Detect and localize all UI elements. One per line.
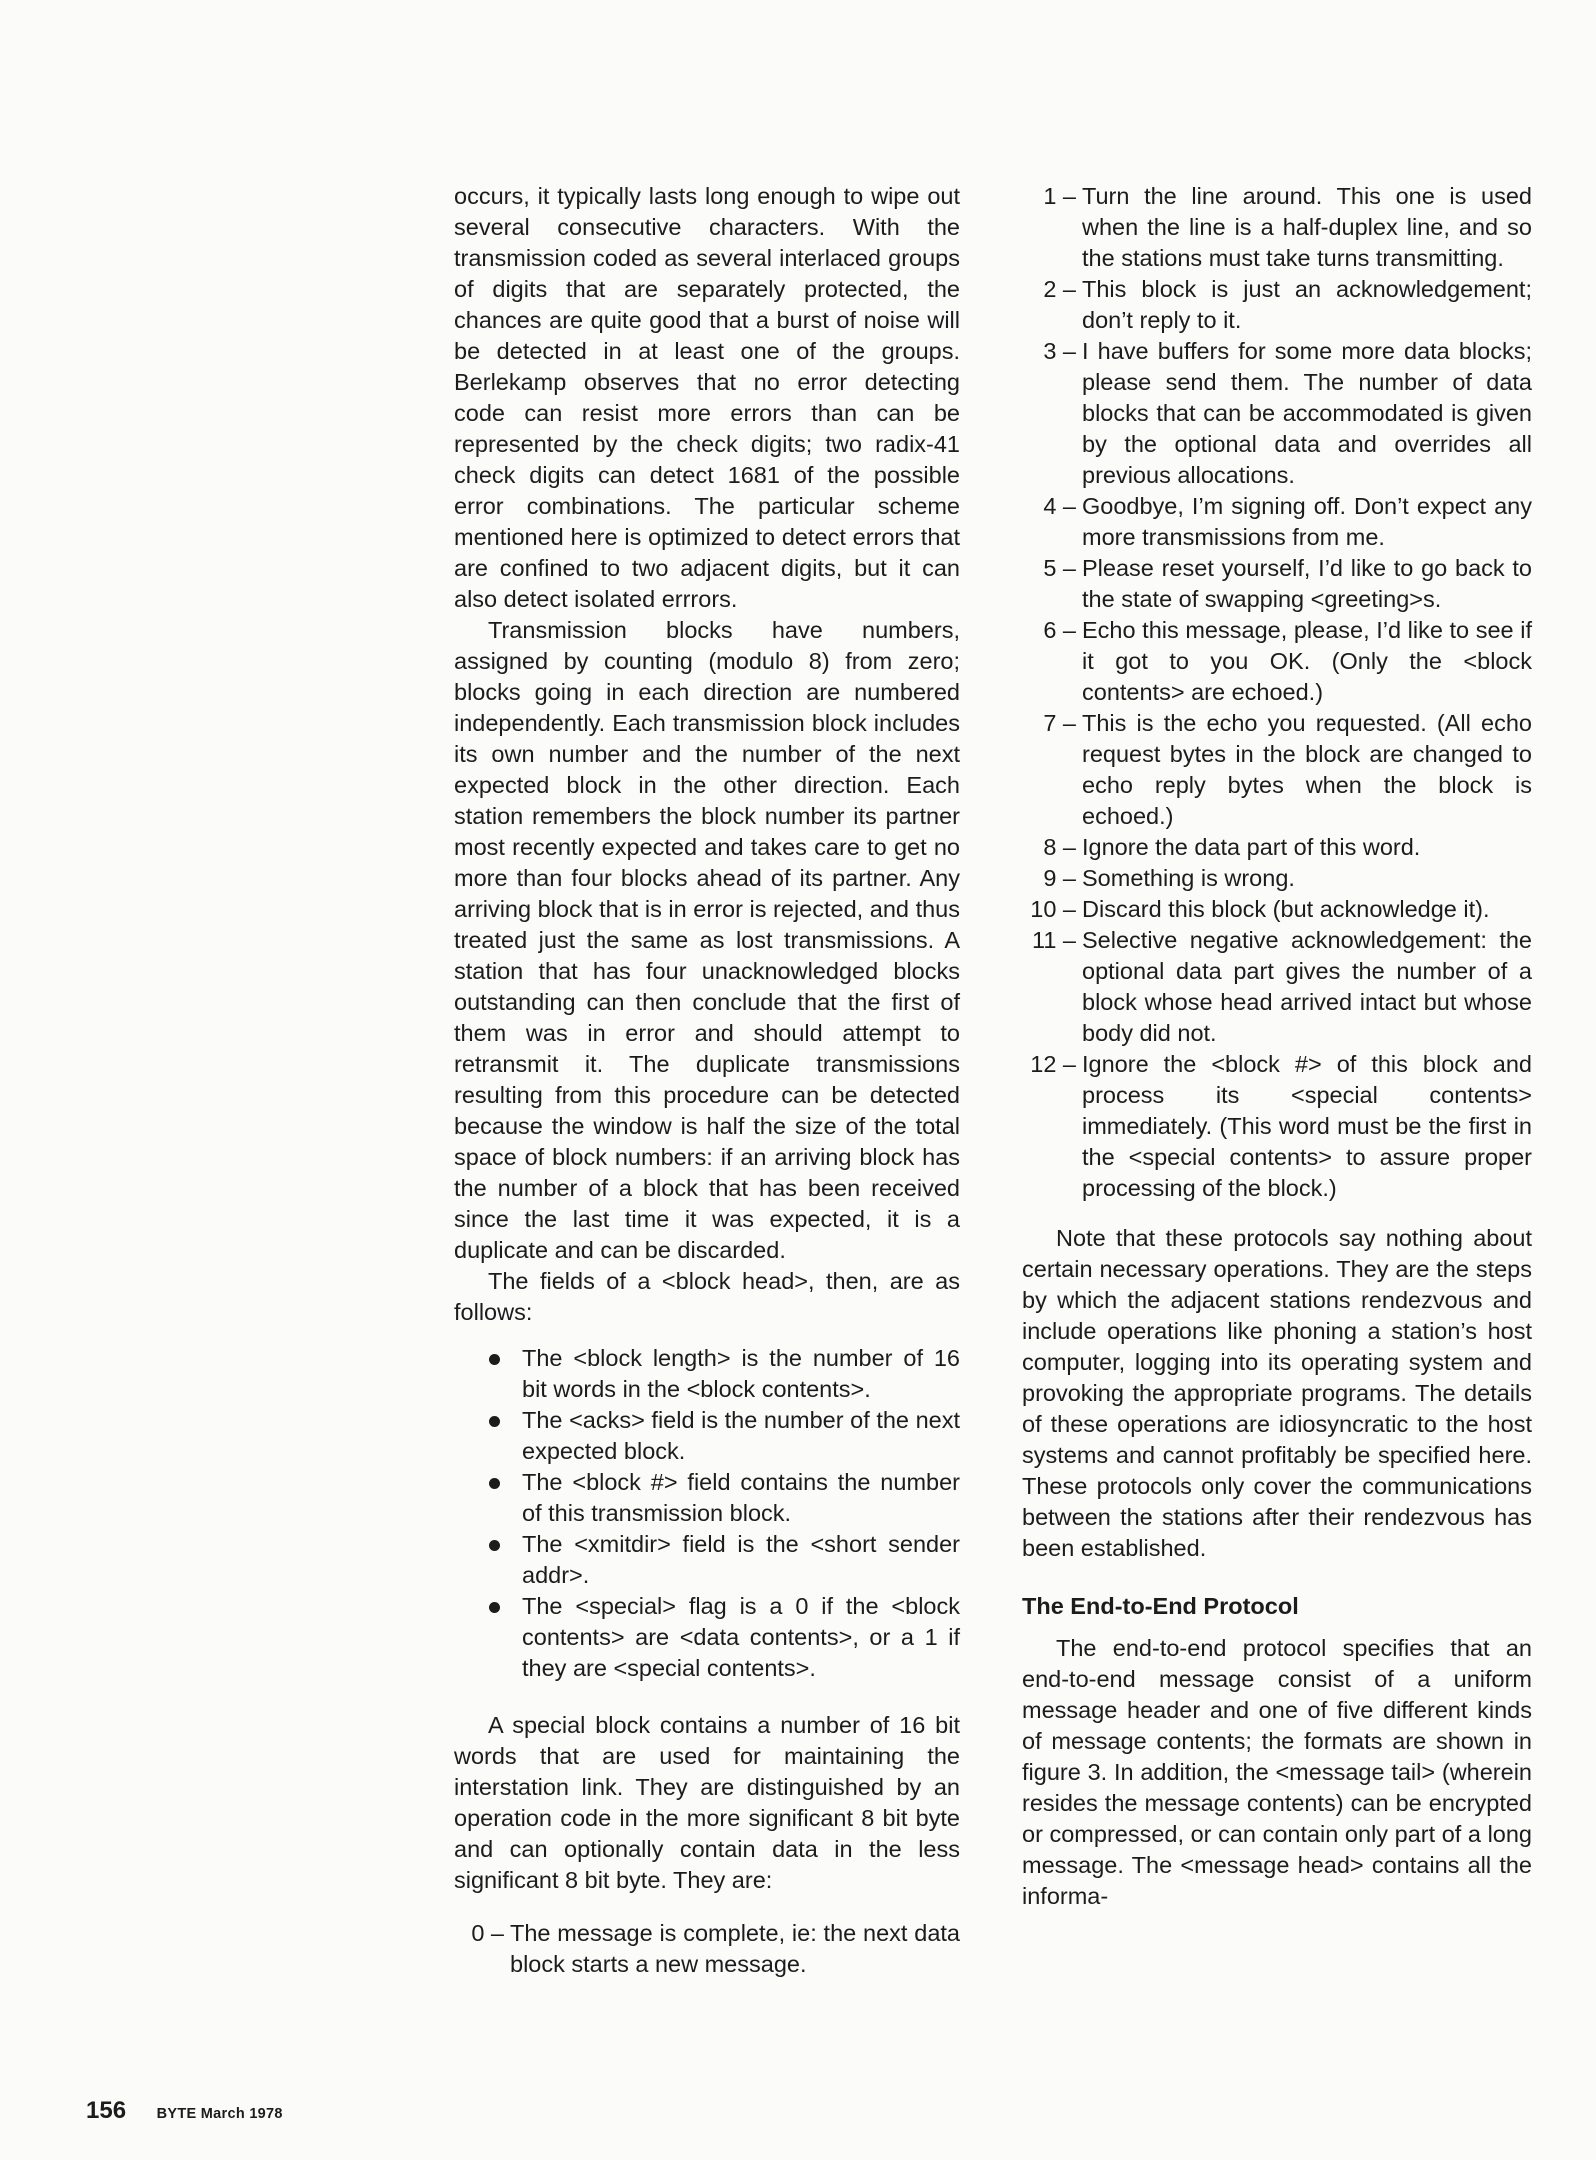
bullet-icon: [489, 1540, 500, 1551]
opcode-item: [1043, 553, 1532, 615]
opcode-text: This block is just an acknowledgement; don’t reply to it.: [1082, 276, 1532, 333]
opcode-number: 6 –: [1043, 617, 1076, 643]
paragraph: occurs, it typically lasts long enough to wipe out several consecutive characters. With the transmission coded as several interlaced groups of digits that are separately protected, the chances are quite good that a burst of noise will be detected in at least one of the groups. Berlekamp observes that no error detecting code can resist more errors than can be represented by the check digits; two radix-41 check digits can detect 1681 of the possible error combinations. The particular scheme mentioned here is optimized to detect errors that are confined to two adjacent digits, but it can also detect isolated errrors.: [454, 183, 960, 612]
list-item: [522, 1405, 960, 1467]
block-head-fields-list: [454, 1343, 960, 1684]
list-item-text: The <block #> field contains the number of this transmission block.: [522, 1469, 960, 1526]
opcode-item: [1043, 491, 1532, 553]
opcode-item: [1043, 708, 1532, 832]
left-column: [454, 181, 960, 1980]
list-item-text: The <xmitdir> field is the <short sender addr>.: [522, 1531, 960, 1588]
opcode-number: 2 –: [1043, 276, 1076, 302]
bullet-icon: [489, 1416, 500, 1427]
list-item: [522, 1591, 960, 1684]
opcode-item: [1043, 181, 1532, 274]
opcode-number: 4 –: [1043, 493, 1076, 519]
opcode-item: [1043, 832, 1532, 863]
opcode-text: The message is complete, ie: the next data block starts a new message.: [510, 1920, 960, 1977]
opcode-number: 11 –: [1032, 927, 1076, 953]
opcode-text: Goodbye, I’m signing off. Don’t expect any more transmissions from me.: [1082, 493, 1532, 550]
opcode-text: Turn the line around. This one is used when the line is a half-duplex line, and so the stations must take turns transmitting.: [1082, 183, 1532, 271]
opcode-text: This is the echo you requested. (All echo request bytes in the block are changed to echo reply bytes when the block is echoed.): [1082, 710, 1532, 829]
opcode-text: Ignore the <block #> of this block and process its <special contents> immediately. (This word must be the first in the <special contents> to assure proper processing of the block.): [1082, 1051, 1532, 1201]
opcode-item: [1043, 274, 1532, 336]
opcode-number: 10 –: [1030, 896, 1076, 922]
opcode-text: Discard this block (but acknowledge it).: [1082, 896, 1490, 922]
paragraph: Note that these protocols say nothing about certain necessary operations. They are the steps by which the adjacent stations rendezvous and include operations like phoning a station’s host computer, logging into its operating system and provoking the appropriate programs. The details of these operations are idiosyncratic to the host systems and cannot profitably be specified here. These protocols only cover the communications between the stations after their rendezvous has been established.: [1022, 1225, 1532, 1561]
list-item: [522, 1467, 960, 1529]
opcode-item: [1032, 925, 1532, 1049]
paragraph: The fields of a <block head>, then, are as follows:: [454, 1268, 960, 1325]
opcode-number: 12 –: [1030, 1051, 1076, 1077]
opcode-text: Something is wrong.: [1082, 865, 1295, 891]
opcode-number: 8 –: [1043, 834, 1076, 860]
opcode-text: I have buffers for some more data blocks; please send them. The number of data blocks that can be accommodated is given by the optional data and overrides all previous allocations.: [1082, 338, 1532, 488]
page-footer: [86, 2095, 283, 2130]
list-item-text: The <acks> field is the number of the next expected block.: [522, 1407, 960, 1464]
list-item: [522, 1343, 960, 1405]
paragraph: Transmission blocks have numbers, assigned by counting (modulo 8) from zero; blocks going in each direction are numbered independently. Each transmission block includes its own number and the number of the next expected block in the other direction. Each station remembers the block number its partner most recently expected and takes care to get no more than four blocks ahead of its partner. Any arriving block that is in error is rejected, and thus treated just the same as lost transmissions. A station that has four unacknowledged blocks outstanding can then conclude that the first of them was in error and should attempt to retransmit it. The duplicate transmissions resulting from this procedure can be detected because the window is half the size of the total space of block numbers: if an arriving block has the number of a block that has been received since the last time it was expected, it is a duplicate and can be discarded.: [454, 617, 960, 1263]
opcode-number: 1 –: [1043, 183, 1076, 209]
right-column: [1022, 181, 1532, 1912]
opcode-item: [1043, 863, 1532, 894]
opcode-text: Ignore the data part of this word.: [1082, 834, 1421, 860]
opcode-text: Echo this message, please, I’d like to see if it got to you OK. (Only the <block contents> are echoed.): [1082, 617, 1532, 705]
opcode-item: [471, 1918, 960, 1980]
opcode-text: Please reset yourself, I’d like to go back to the state of swapping <greeting>s.: [1082, 555, 1532, 612]
bullet-icon: [489, 1478, 500, 1489]
opcode-list: [1022, 181, 1532, 1204]
list-item-text: The <special> flag is a 0 if the <block contents> are <data contents>, or a 1 if they are <special contents>.: [522, 1593, 960, 1681]
opcode-item: [1030, 1049, 1532, 1204]
bullet-icon: [489, 1602, 500, 1613]
opcode-list: [454, 1918, 960, 1980]
opcode-number: 3 –: [1043, 338, 1076, 364]
opcode-number: 0 –: [471, 1920, 504, 1946]
paragraph: A special block contains a number of 16 bit words that are used for maintaining the interstation link. They are distinguished by an operation code in the more significant 8 bit byte and can optionally contain data in the less significant 8 bit byte. They are:: [454, 1712, 960, 1893]
section-heading: The End-to-End Protocol: [1022, 1593, 1299, 1619]
opcode-text: Selective negative acknowledgement: the optional data part gives the number of a block whose head arrived intact but whose body did not.: [1082, 927, 1532, 1046]
opcode-number: 5 –: [1043, 555, 1076, 581]
magazine-issue: BYTE March 1978: [156, 2106, 283, 2122]
opcode-item: [1043, 336, 1532, 491]
opcode-number: 7 –: [1043, 710, 1076, 736]
opcode-number: 9 –: [1043, 865, 1076, 891]
bullet-icon: [489, 1354, 500, 1365]
list-item: [522, 1529, 960, 1591]
page-number: 156: [86, 2097, 127, 2124]
paragraph: The end-to-end protocol specifies that an end-to-end message consist of a uniform message header and one of five different kinds of message contents; the formats are shown in figure 3. In addition, the <message tail> (wherein resides the message contents) can be encrypted or compressed, or can contain only part of a long message. The <message head> contains all the informa-: [1022, 1635, 1532, 1909]
opcode-item: [1043, 615, 1532, 708]
list-item-text: The <block length> is the number of 16 bit words in the <block contents>.: [522, 1345, 960, 1402]
opcode-item: [1030, 894, 1532, 925]
